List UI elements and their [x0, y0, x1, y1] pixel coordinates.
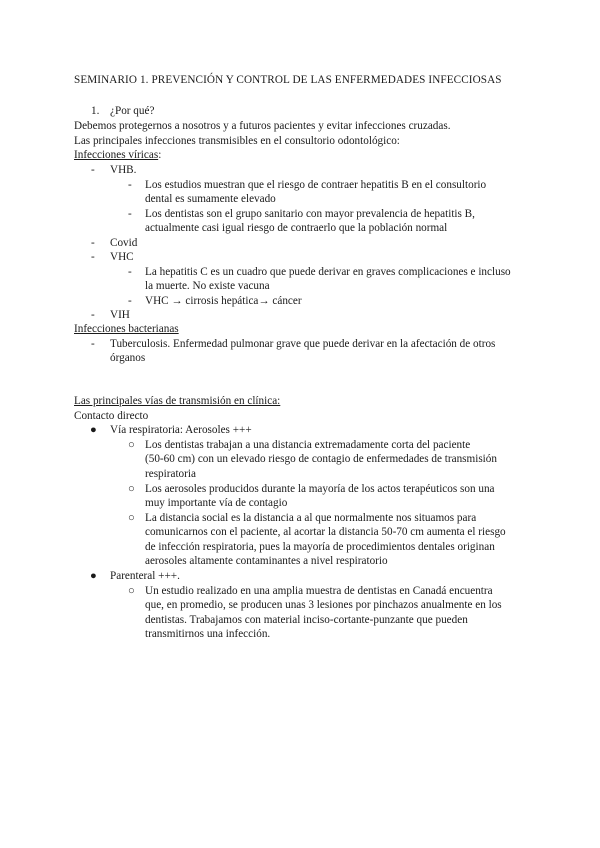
- resp-item-2-line-1: Los aerosoles producidos durante la mayoría de los actos terapéuticos son una: [145, 483, 495, 495]
- resp-item-3-line-3: de infección respiratoria, pues la mayoría de procedimientos dentales originan: [145, 541, 495, 553]
- vhc-item-1-line-1: La hepatitis C es un cuadro que puede derivar en graves complicaciones e incluso: [145, 266, 511, 278]
- intro-paragraph-2: Las principales infecciones transmisibles en el consultorio odontológico:: [74, 135, 400, 147]
- intro-paragraph-1: Debemos protegernos a nosotros y a futuros pacientes y evitar infecciones cruzadas.: [74, 120, 451, 132]
- parenteral-item-line-3: dentistas. Trabajamos con material inciso-cortante-punzante que pueden: [145, 614, 468, 626]
- tb-line-1: Tuberculosis. Enfermedad pulmonar grave que puede derivar en la afectación de otros: [110, 338, 496, 350]
- dash-bullet: -: [128, 295, 132, 307]
- vih-label: VIH: [110, 309, 130, 321]
- vhc-item-2-line-1: VHC → cirrosis hepática→ cáncer: [145, 295, 302, 307]
- resp-item-3-line-4: aerosoles altamente contaminantes a nivel respiratorio: [145, 555, 388, 567]
- resp-item-1-line-2: (50-60 cm) con un elevado riesgo de contagio de enfermedades de transmisión: [145, 453, 497, 465]
- dash-bullet: -: [128, 179, 132, 191]
- dash-bullet: -: [128, 266, 132, 278]
- vhb-item-1-line-1: Los estudios muestran que el riesgo de contraer hepatitis B en el consultorio: [145, 179, 487, 191]
- transmission-heading: Las principales vías de transmisión en clínica:: [74, 395, 281, 407]
- circle-bullet: ○: [128, 483, 135, 495]
- viral-heading-colon: :: [158, 149, 162, 161]
- contact-label: Contacto directo: [74, 410, 149, 422]
- dash-bullet: -: [91, 251, 95, 263]
- resp-item-1-line-1: Los dentistas trabajan a una distancia extremadamente corta del paciente: [145, 439, 471, 451]
- respiratory-label: Vía respiratoria: Aerosoles +++: [110, 424, 252, 436]
- parenteral-label: Parenteral +++.: [110, 570, 180, 582]
- dash-bullet: -: [91, 164, 95, 176]
- circle-bullet: ○: [128, 512, 135, 524]
- vhb-label: VHB.: [110, 164, 137, 176]
- parenteral-item-line-4: transmitirnos una infección.: [145, 628, 271, 640]
- resp-item-3-line-2: comunicarnos con el paciente, al acortar la distancia 50-70 cm aumenta el riesgo: [145, 526, 506, 538]
- resp-item-2-line-2: muy importante vía de contagio: [145, 497, 288, 509]
- parenteral-item-line-1: Un estudio realizado en una amplia muestra de dentistas en Canadá encuentra: [145, 585, 493, 597]
- disc-bullet: ●: [90, 424, 97, 436]
- circle-bullet: ○: [128, 585, 135, 597]
- document-title: SEMINARIO 1. PREVENCIÓN Y CONTROL DE LAS ENFERMEDADES INFECCIOSAS: [74, 74, 502, 86]
- tb-line-2: órganos: [110, 352, 146, 364]
- section-number: 1.: [91, 105, 100, 117]
- parenteral-item-line-2: que, en promedio, se producen unas 3 lesiones por pinchazos anualmente en los: [145, 599, 502, 611]
- resp-item-3-line-1: La distancia social es la distancia a al que normalmente nos situamos para: [145, 512, 477, 524]
- viral-heading: Infecciones víricas: [74, 149, 159, 161]
- vhb-item-1-line-2: dental es sumamente elevado: [145, 193, 276, 205]
- disc-bullet: ●: [90, 570, 97, 582]
- resp-item-1-line-3: respiratoria: [145, 468, 196, 480]
- circle-bullet: ○: [128, 439, 135, 451]
- dash-bullet: -: [128, 208, 132, 220]
- vhb-item-2-line-2: actualmente casi igual riesgo de contraerlo que la población normal: [145, 222, 448, 234]
- vhc-label: VHC: [110, 251, 134, 263]
- bacterial-heading: Infecciones bacterianas: [74, 323, 179, 335]
- viral-heading-row: [74, 148, 161, 163]
- section-heading: ¿Por qué?: [110, 105, 155, 117]
- covid-label: Covid: [110, 237, 138, 249]
- dash-bullet: -: [91, 309, 95, 321]
- dash-bullet: -: [91, 338, 95, 350]
- dash-bullet: -: [91, 237, 95, 249]
- vhc-item-1-line-2: la muerte. No existe vacuna: [145, 280, 270, 292]
- vhb-item-2-line-1: Los dentistas son el grupo sanitario con mayor prevalencia de hepatitis B,: [145, 208, 475, 220]
